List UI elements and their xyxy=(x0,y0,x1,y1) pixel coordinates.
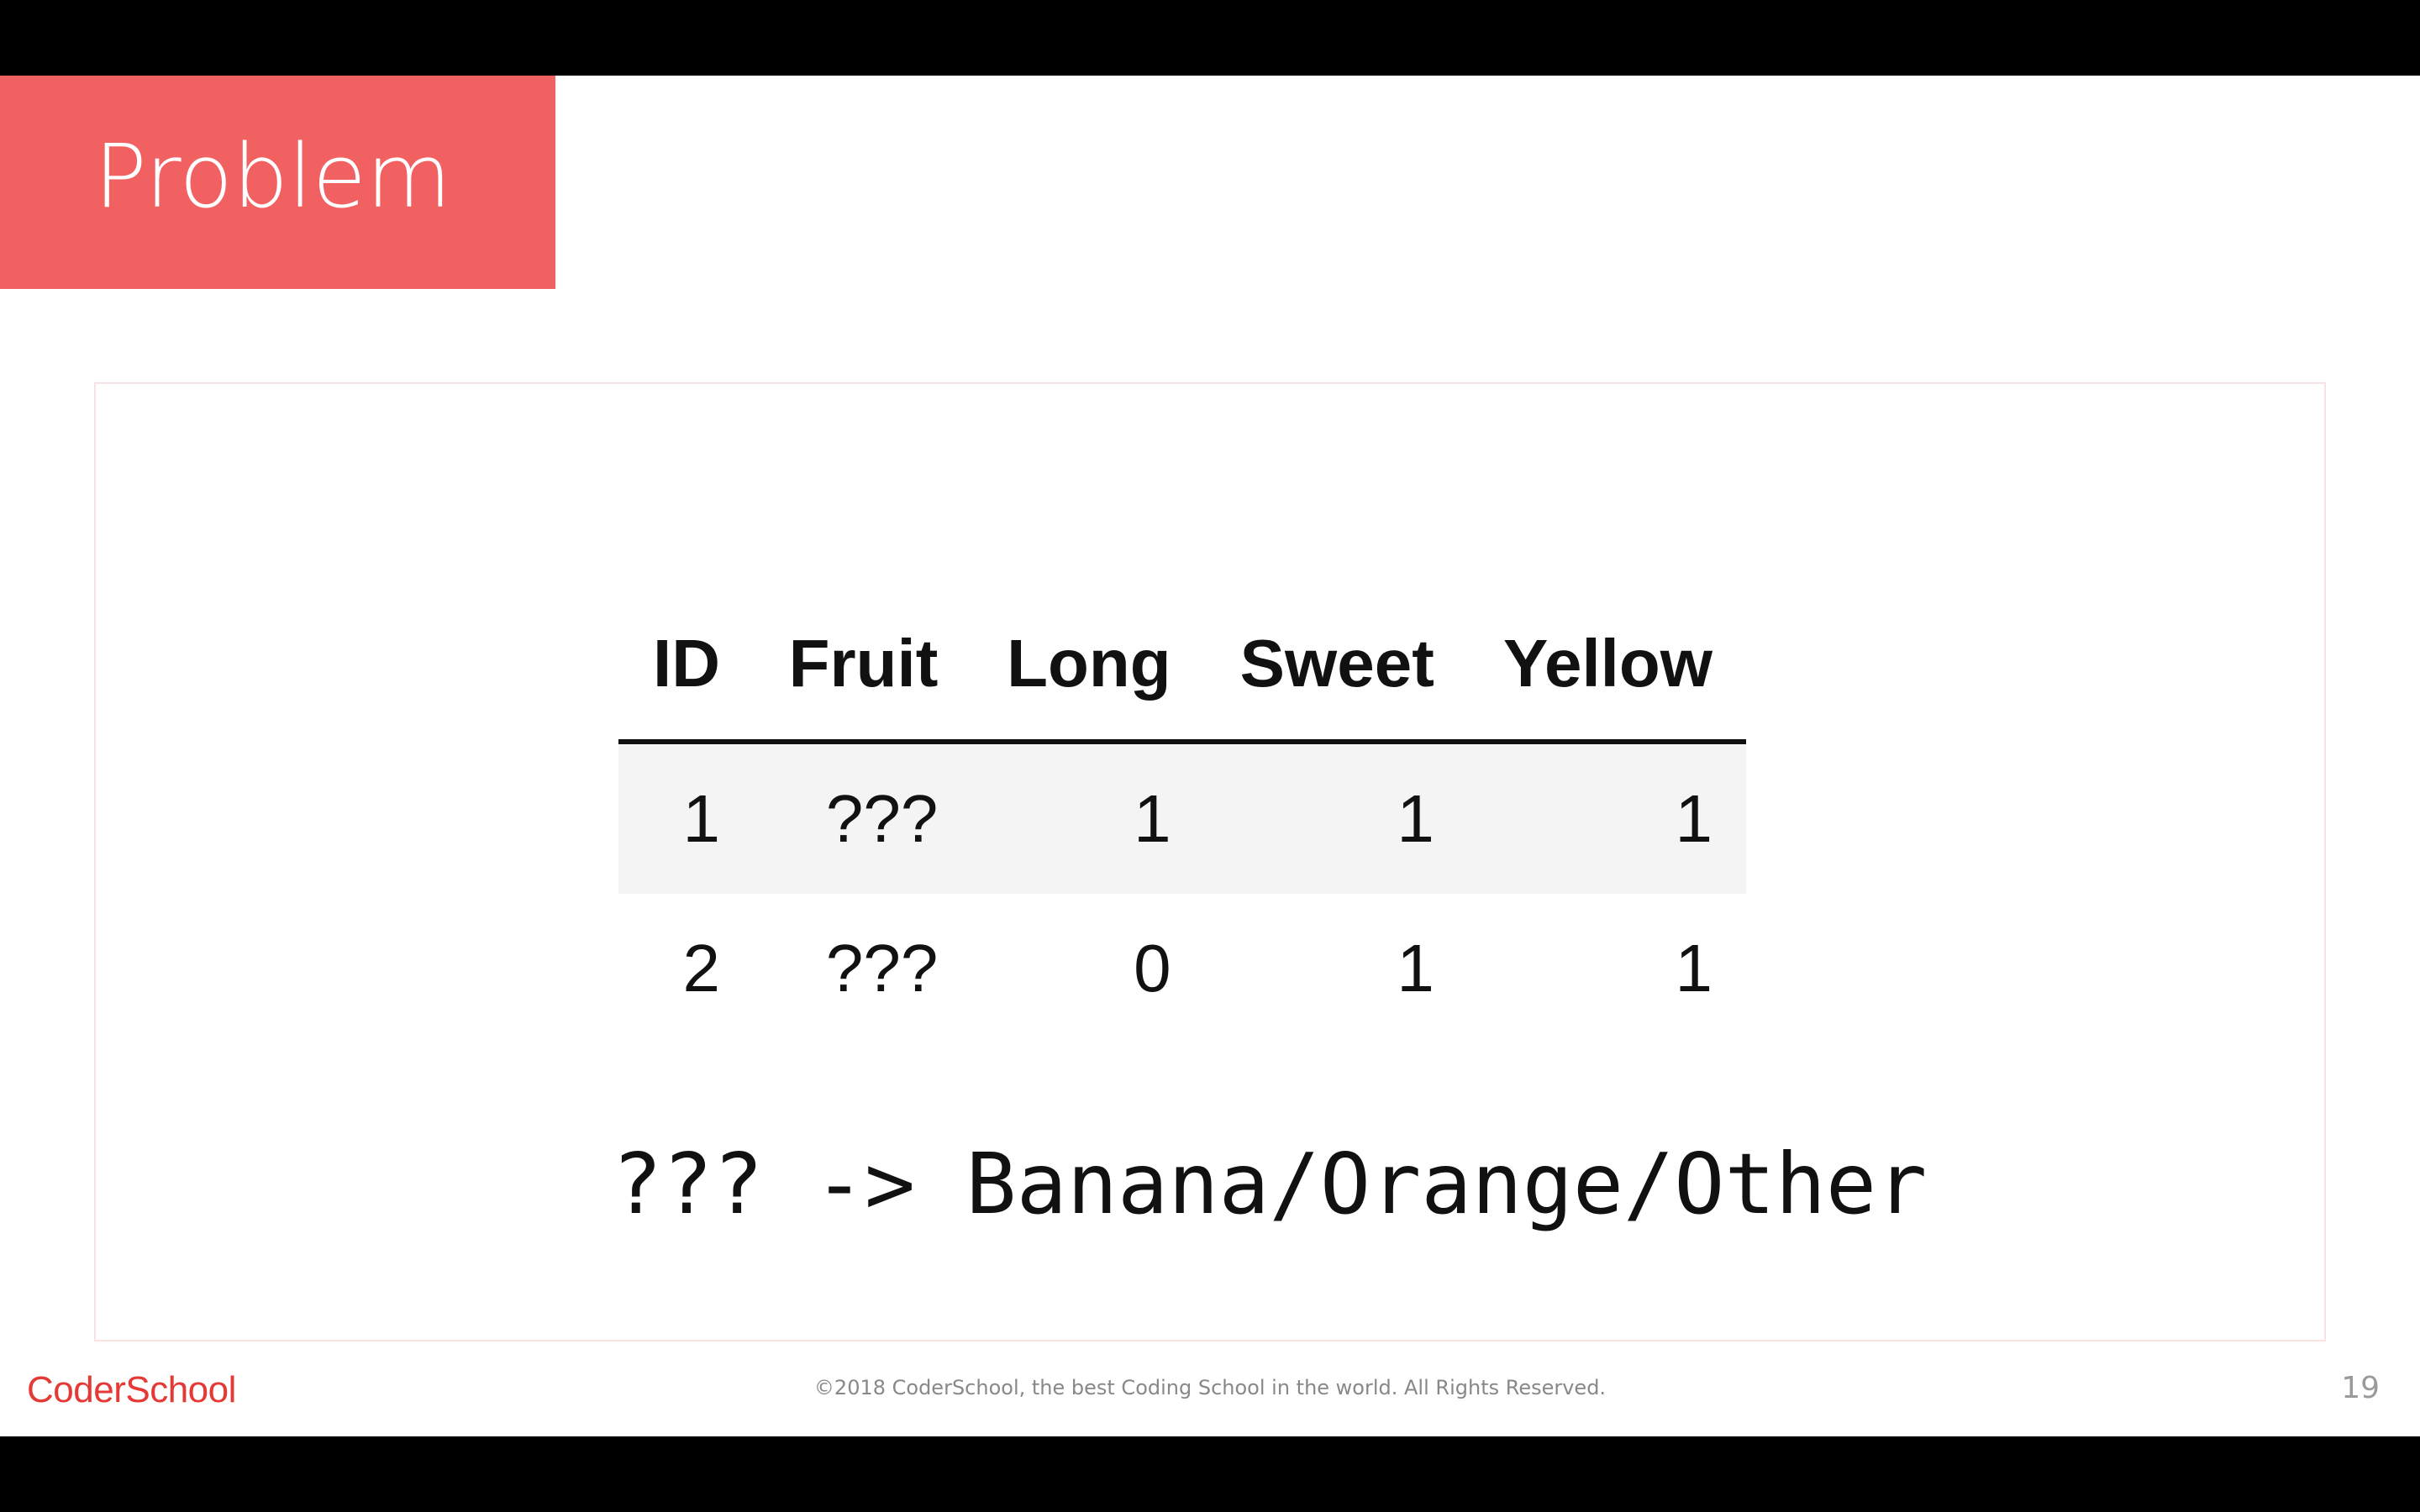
mapping-text: ??? -> Banana/Orange/Other xyxy=(612,1135,1928,1233)
cell-id: 1 xyxy=(618,742,754,894)
title-banner xyxy=(0,76,555,289)
cell-sweet: 1 xyxy=(1205,742,1468,894)
coderschool-logo: CoderSchool xyxy=(27,1369,236,1410)
cell-yellow: 1 xyxy=(1675,931,1712,1005)
cell-yellow: 1 xyxy=(1468,742,1746,894)
table-header-row xyxy=(618,588,1746,742)
cell-fruit: ??? xyxy=(825,931,939,1005)
cell-id: 2 xyxy=(682,931,721,1005)
header-sweet: Sweet xyxy=(1205,588,1468,742)
table-row xyxy=(618,894,1746,1043)
slide xyxy=(0,76,2420,1436)
header-long: Long xyxy=(971,588,1204,742)
copyright-text: ©2018 CoderSchool, the best Coding School in the world. All Rights Reserved. xyxy=(813,1376,1607,1399)
page-number: 19 xyxy=(2341,1371,2380,1405)
slide-title: Problem xyxy=(94,125,452,228)
header-id: ID xyxy=(618,588,754,742)
header-fruit: Fruit xyxy=(754,588,971,742)
table-row xyxy=(618,742,1746,894)
cell-long: 0 xyxy=(1134,931,1171,1005)
fruit-table xyxy=(618,588,1746,1043)
cell-sweet: 1 xyxy=(1397,931,1434,1005)
cell-fruit: ??? xyxy=(754,742,971,894)
header-yellow: Yellow xyxy=(1468,588,1746,742)
cell-long: 1 xyxy=(971,742,1204,894)
